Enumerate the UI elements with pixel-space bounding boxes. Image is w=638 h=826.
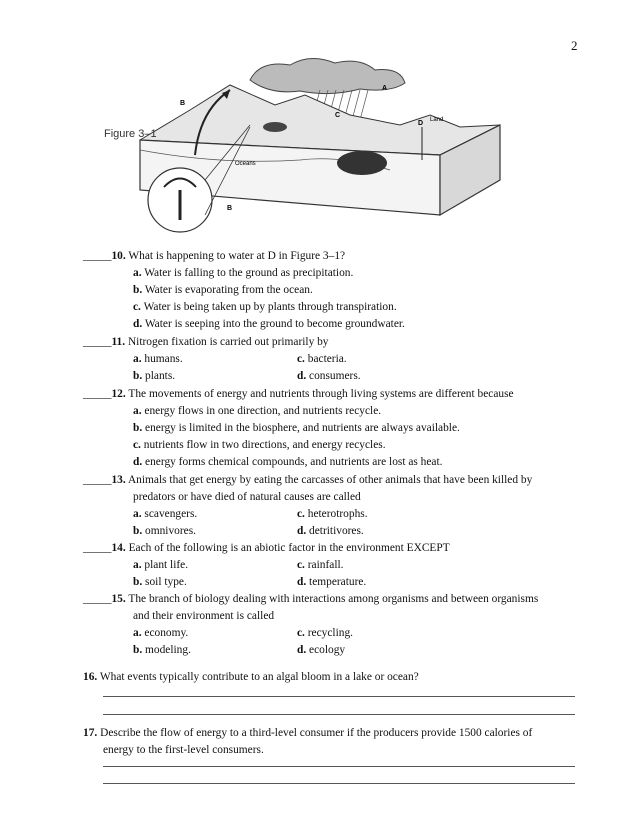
q11-option-d[interactable]: d. consumers. (297, 370, 361, 382)
q17-answer-line-1[interactable] (103, 766, 575, 767)
q15-option-b[interactable]: b. modeling. (133, 644, 191, 656)
q13-option-c[interactable]: c. heterotrophs. (297, 508, 368, 520)
figure-label-oceans: Oceans (235, 161, 256, 167)
page-number: 2 (571, 38, 578, 53)
q13-option-d[interactable]: d. detritivores. (297, 525, 364, 537)
question-15-continued: and their environment is called (133, 610, 275, 622)
q11-option-a[interactable]: a. humans. (133, 353, 183, 365)
question-17-continued: energy to the first-level consumers. (103, 744, 264, 756)
q11-option-c[interactable]: c. bacteria. (297, 353, 347, 365)
q12-option-b[interactable]: b. energy is limited in the biosphere, and nutrients are always available. (133, 422, 460, 434)
q15-option-d[interactable]: d. ecology (297, 644, 346, 656)
question-10: _____10. What is happening to water at D in Figure 3–1? (83, 250, 346, 262)
q10-option-a[interactable]: a. Water is falling to the ground as precipitation. (133, 267, 354, 279)
question-13: _____13. Animals that get energy by eating the carcasses of other animals that have been killed by (83, 474, 533, 486)
q16-answer-line-1[interactable] (103, 696, 575, 697)
q14-option-d[interactable]: d. temperature. (297, 576, 367, 588)
question-13-continued: predators or have died of natural causes are called (133, 491, 361, 503)
q13-option-b[interactable]: b. omnivores. (133, 525, 196, 537)
q15-option-c[interactable]: c. recycling. (297, 627, 353, 639)
question-15: _____15. The branch of biology dealing with interactions among organisms and between organisms (83, 593, 539, 605)
figure-label-a: A (382, 85, 388, 92)
question-16: 16. What events typically contribute to an algal bloom in a lake or ocean? (83, 671, 419, 683)
question-11: _____11. Nitrogen fixation is carried out primarily by (83, 336, 329, 348)
question-12: _____12. The movements of energy and nutrients through living systems are different because (83, 388, 514, 400)
q12-option-d[interactable]: d. energy forms chemical compounds, and nutrients are lost as heat. (133, 456, 443, 468)
q16-answer-line-2[interactable] (103, 714, 575, 715)
q14-option-b[interactable]: b. soil type. (133, 576, 187, 588)
water-cycle-figure (100, 55, 520, 235)
q15-option-a[interactable]: a. economy. (133, 627, 189, 639)
question-14: _____14. Each of the following is an abiotic factor in the environment EXCEPT (83, 542, 450, 554)
q12-option-a[interactable]: a. energy flows in one direction, and nutrients recycle. (133, 405, 382, 417)
q12-option-c[interactable]: c. nutrients flow in two directions, and energy recycles. (133, 439, 386, 451)
q13-option-a[interactable]: a. scavengers. (133, 508, 198, 520)
figure-label-c: C (335, 112, 341, 119)
figure-label-d: D (418, 120, 424, 127)
q10-option-c[interactable]: c. Water is being taken up by plants through transpiration. (133, 301, 397, 313)
figure-caption: Figure 3–1 (104, 128, 157, 140)
q14-option-a[interactable]: a. plant life. (133, 559, 189, 571)
question-17: 17. Describe the flow of energy to a third-level consumer if the producers provide 1500 calories of (83, 727, 533, 739)
q10-option-d[interactable]: d. Water is seeping into the ground to become groundwater. (133, 318, 405, 330)
q10-option-b[interactable]: b. Water is evaporating from the ocean. (133, 284, 313, 296)
q11-option-b[interactable]: b. plants. (133, 370, 176, 382)
q14-option-c[interactable]: c. rainfall. (297, 559, 344, 571)
figure-label-b-top: B (180, 100, 186, 107)
q17-answer-line-2[interactable] (103, 783, 575, 784)
figure-label-land: Land (430, 117, 444, 123)
figure-label-b-bottom: B (227, 205, 233, 212)
